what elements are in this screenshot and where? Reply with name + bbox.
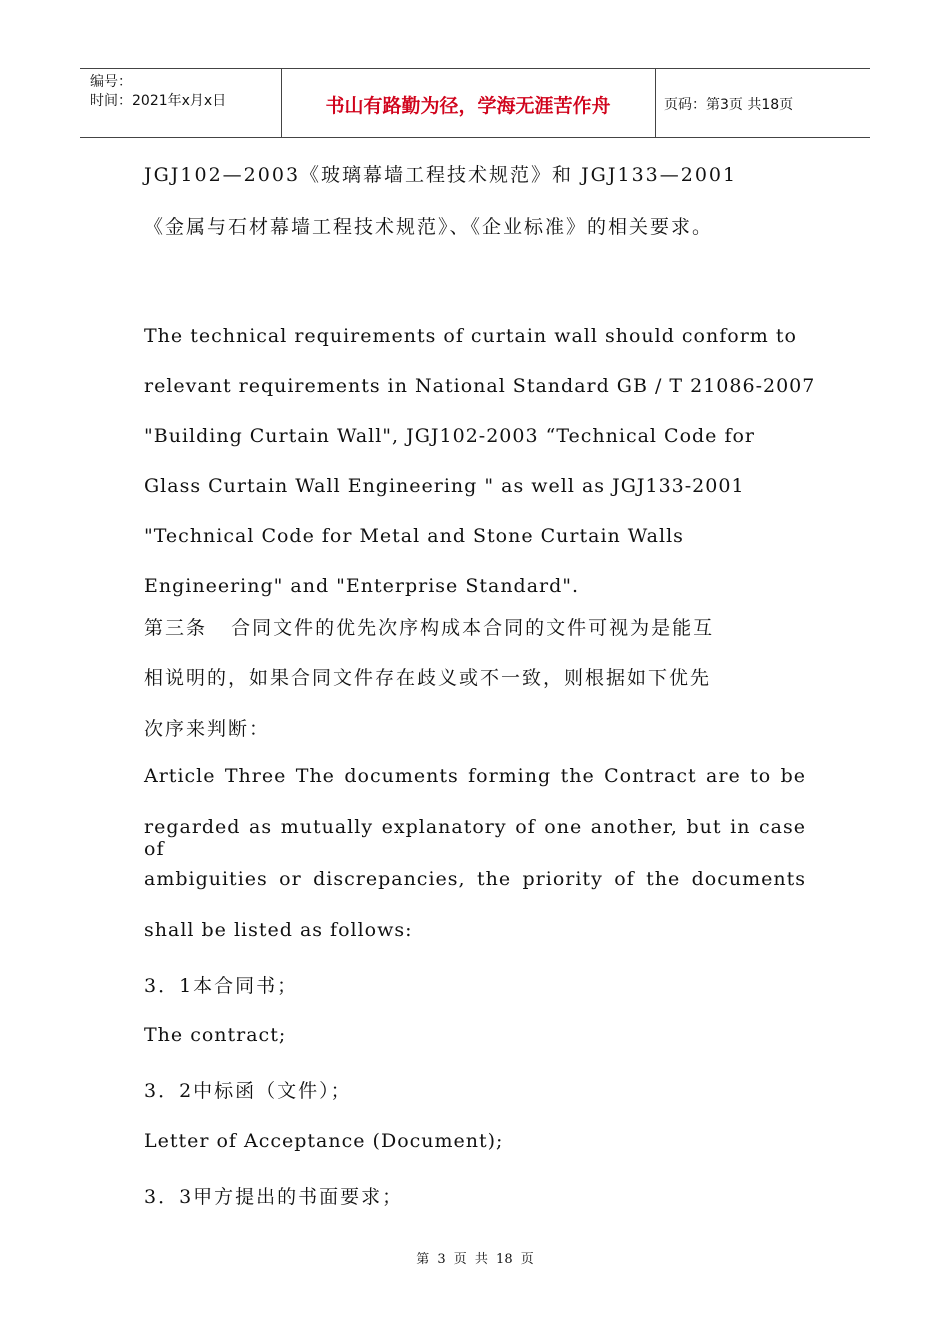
body-line: Engineering" and "Enterprise Standard". — [144, 575, 580, 597]
body-line: Glass Curtain Wall Engineering " as well as JGJ133-2001 — [144, 475, 745, 497]
header-divider — [655, 69, 656, 137]
body-line: The technical requirements of curtain wall should conform to — [144, 325, 797, 347]
body-line: relevant requirements in National Standard GB / T 21086-2007 — [144, 375, 816, 397]
body-line: "Building Curtain Wall", JGJ102-2003 “Technical Code for — [144, 425, 756, 447]
body-line: shall be listed as follows: — [144, 919, 413, 941]
body-line: 次序来判断： — [144, 718, 271, 740]
list-item: Letter of Acceptance (Document); — [144, 1130, 504, 1152]
body-line: 相说明的，如果合同文件存在歧义或不一致，则根据如下优先 — [144, 667, 712, 689]
body-line: regarded as mutually explanatory of one another, but in case of — [144, 816, 806, 860]
list-item: 3．1本合同书； — [144, 975, 299, 997]
body-line: JGJ102—2003《玻璃幕墙工程技术规范》和 JGJ133—2001 — [144, 164, 738, 186]
body-line: 《金属与石材幕墙工程技术规范》、《企业标准》的相关要求。 — [144, 216, 714, 238]
page-footer: 第 3 页 共 18 页 — [416, 1252, 534, 1267]
body-line: "Technical Code for Metal and Stone Curtain Walls — [144, 525, 684, 547]
document-time-label: 时间：2021年x月x日 — [90, 93, 227, 109]
list-item: 3．2中标函（文件）； — [144, 1080, 352, 1102]
header-motto: 书山有路勤为径，学海无涯苦作舟 — [325, 95, 611, 117]
document-number-label: 编号： — [90, 74, 132, 90]
list-item: The contract; — [144, 1024, 287, 1046]
body-line: Article Three The documents forming the Contract are to be — [144, 765, 806, 787]
list-item: 3．3甲方提出的书面要求； — [144, 1186, 404, 1208]
header-page-number: 页码：第3页 共18页 — [664, 97, 794, 113]
body-line: ambiguities or discrepancies, the priority of the documents — [144, 868, 806, 890]
article-three-heading: 第三条 合同文件的优先次序构成本合同的文件可视为是能互 — [144, 617, 715, 639]
page-header — [80, 68, 870, 138]
header-meta — [90, 73, 226, 111]
